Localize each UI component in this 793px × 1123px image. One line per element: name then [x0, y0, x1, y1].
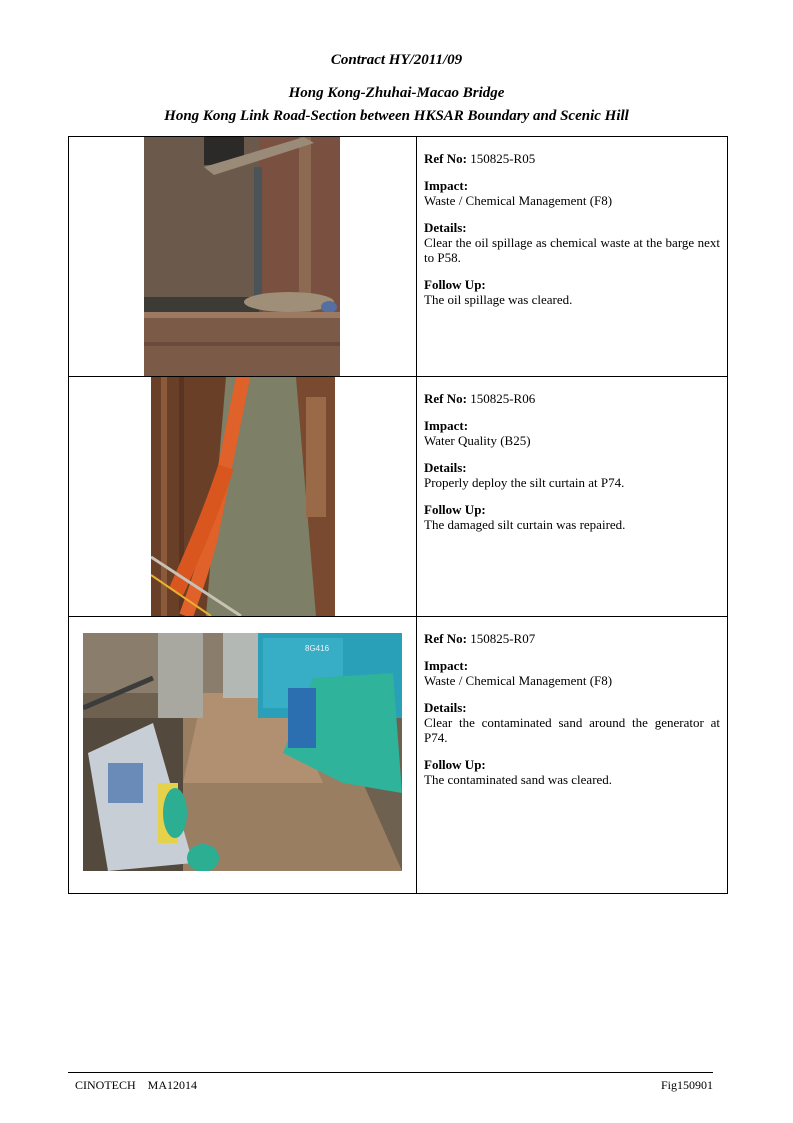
impact-value: Water Quality (B25)	[424, 433, 531, 448]
section-title: Hong Kong Link Road-Section between HKSAR Boundary and Scenic Hill	[164, 108, 629, 124]
followup-label: Follow Up:	[424, 277, 486, 292]
followup-label: Follow Up:	[424, 757, 486, 772]
impact-value: Waste / Chemical Management (F8)	[424, 673, 613, 688]
impact-label: Impact:	[424, 658, 469, 673]
footer-left: CINOTECH MA12014	[75, 1078, 197, 1092]
followup-value: The damaged silt curtain was repaired.	[424, 517, 626, 532]
record-info	[417, 137, 728, 377]
ref-label: Ref No:	[424, 631, 467, 646]
photo-cell	[69, 137, 417, 377]
photo-cell	[69, 617, 417, 894]
silt-curtain-photo	[151, 377, 335, 616]
ref-number: 150825-R07	[470, 631, 536, 646]
contract-title: Contract HY/2011/09	[330, 52, 463, 68]
record-info	[417, 617, 728, 894]
details-label: Details:	[424, 460, 467, 475]
details-value: Clear the contaminated sand around the generator at P74.	[424, 715, 720, 745]
followup-value: The oil spillage was cleared.	[424, 292, 573, 307]
impact-label: Impact:	[424, 418, 469, 433]
impact-label: Impact:	[424, 178, 469, 193]
record-row	[69, 377, 728, 617]
site-inspection-table	[68, 136, 728, 894]
generator-code-text: 8G416	[305, 644, 330, 653]
footer-figure-number: Fig150901	[660, 1078, 713, 1092]
details-label: Details:	[424, 700, 467, 715]
footer-divider	[68, 1072, 713, 1073]
record-row	[69, 617, 728, 894]
ref-label: Ref No:	[424, 391, 467, 406]
followup-label: Follow Up:	[424, 502, 486, 517]
photo-cell	[69, 377, 417, 617]
details-label: Details:	[424, 220, 467, 235]
followup-value: The contaminated sand was cleared.	[424, 772, 613, 787]
ref-label: Ref No:	[424, 151, 467, 166]
ref-number: 150825-R05	[470, 151, 536, 166]
record-row	[69, 137, 728, 377]
details-value: Properly deploy the silt curtain at P74.	[424, 475, 625, 490]
ref-number: 150825-R06	[470, 391, 536, 406]
project-title: Hong Kong-Zhuhai-Macao Bridge	[288, 85, 505, 101]
barge-oil-spillage-photo	[144, 137, 340, 376]
generator-contaminated-sand-photo	[83, 633, 402, 871]
impact-value: Waste / Chemical Management (F8)	[424, 193, 613, 208]
details-value: Clear the oil spillage as chemical waste at the barge next to P58.	[424, 235, 720, 265]
record-info	[417, 377, 728, 617]
